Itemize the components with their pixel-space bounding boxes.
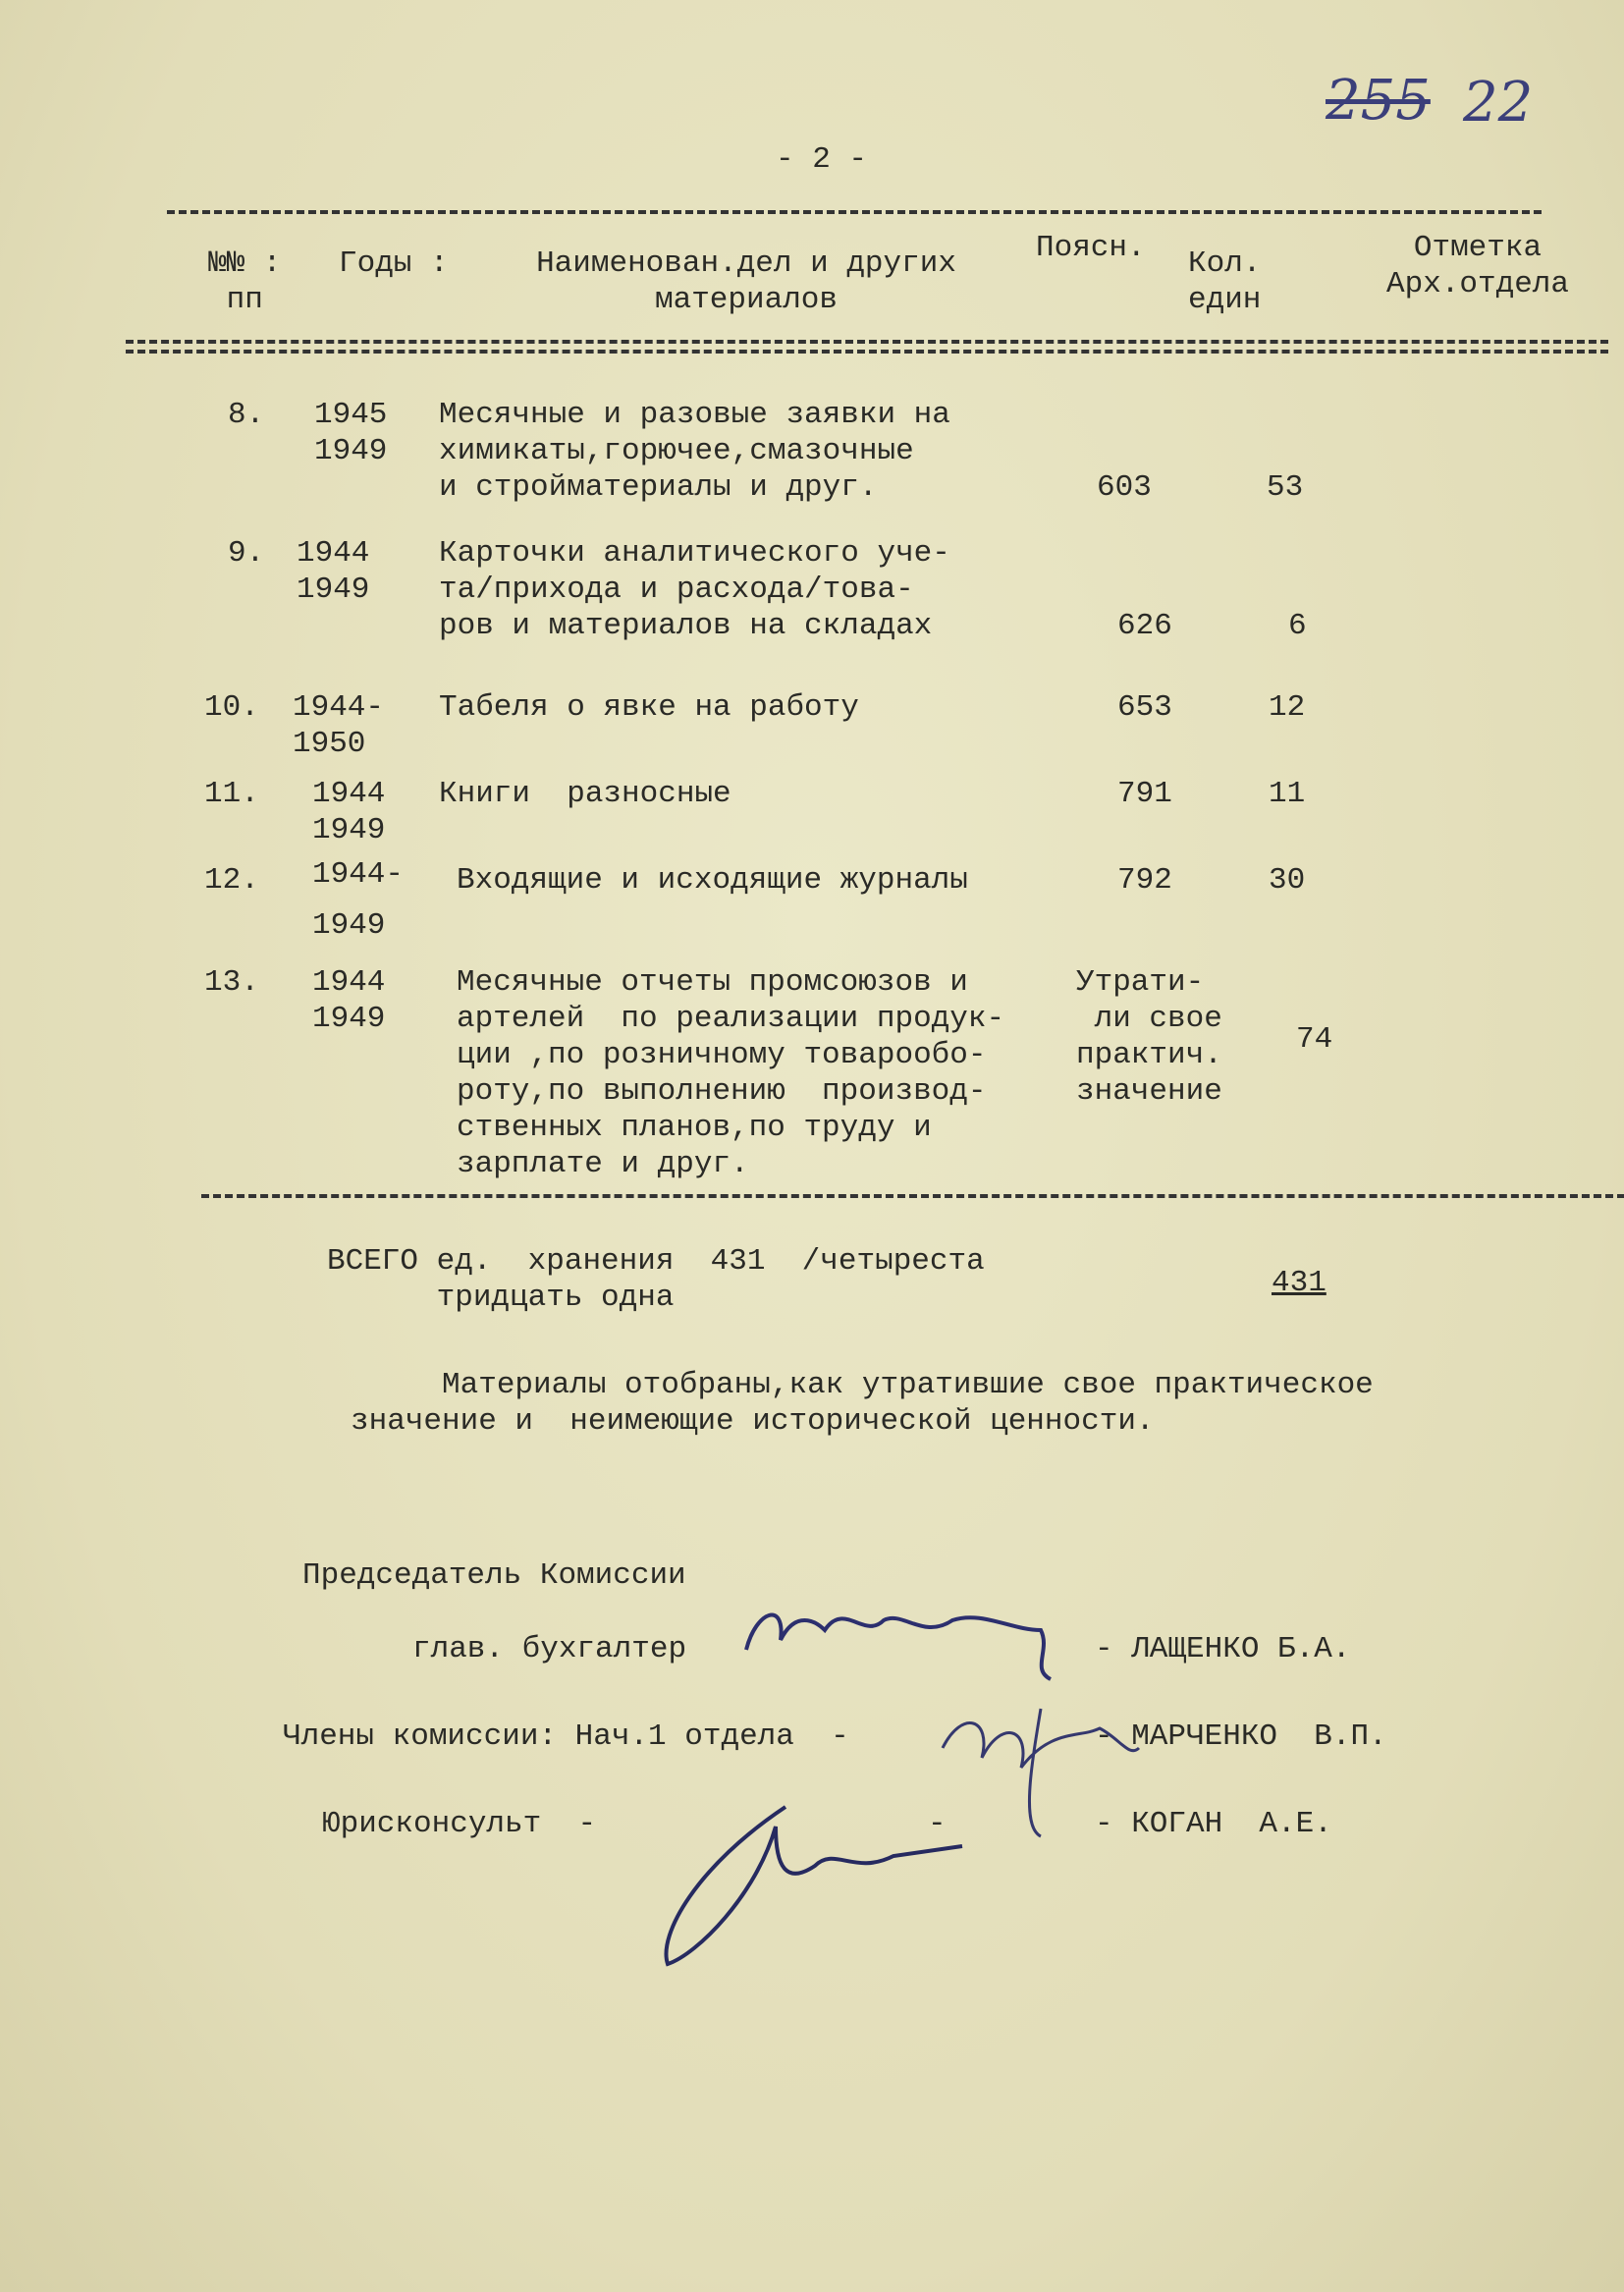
row-qty: 12 [1269, 690, 1306, 725]
signature-kogan [638, 1787, 972, 1974]
row-num: 10. [204, 690, 259, 725]
conclusion: Материалы отобраны,как утратившие свое практическое значение и неимеющие исторической ценности. [351, 1368, 1374, 1439]
row-num: 13. [204, 965, 259, 1000]
divider-bottom [201, 1194, 1624, 1198]
row-years: 1944 1949 [312, 777, 386, 847]
jurist-name: - КОГАН А.Е. [1095, 1807, 1332, 1841]
row-note: Утрати- ли свое практич. значение [1076, 965, 1222, 1109]
chief-accountant-name: - ЛАЩЕНКО Б.А. [1095, 1632, 1351, 1666]
row-years: 1945 1949 [314, 398, 388, 468]
row-num: 9. [228, 536, 265, 571]
row-name: Месячные отчеты промсоюзов и артелей по реализации продук- ции ,по розничному товарообо- роту,по выполнению производ- ственных планов,по труду и зарплате и друг. [457, 965, 1005, 1181]
row-years: 1944 1949 [312, 965, 386, 1036]
header-num: №№ : пп [208, 246, 282, 317]
row-years: 1944 1949 [297, 536, 370, 607]
chief-accountant-label: глав. бухгалтер [412, 1632, 687, 1666]
jurist-label: Юрисконсульт - [322, 1807, 597, 1841]
row-note: 792 [1117, 863, 1172, 898]
header-mark: Отметка Арх.отдела [1385, 231, 1570, 301]
row-qty: 74 [1296, 1022, 1333, 1057]
row-note: 626 [1117, 609, 1172, 643]
jurist-dash: - [928, 1807, 947, 1841]
row-note: 653 [1117, 690, 1172, 725]
header-qty: Кол. един [1188, 246, 1262, 317]
row-num: 12. [204, 863, 259, 898]
row-num: 11. [204, 777, 259, 811]
row-name: Входящие и исходящие журналы [457, 863, 968, 898]
row-years: 1944- 1949 [312, 857, 405, 943]
divider-top [167, 210, 1542, 214]
header-note: Поясн. [1036, 231, 1146, 265]
row-qty: 6 [1288, 609, 1307, 643]
row-name: Месячные и разовые заявки на химикаты,горючее,смазочные и стройматериалы и друг. [439, 398, 950, 505]
row-name: Табеля о явке на работу [439, 690, 859, 725]
page-number: - 2 - [776, 142, 868, 177]
row-qty: 53 [1267, 470, 1304, 505]
chairman-label: Председатель Комиссии [302, 1558, 686, 1593]
total-value: 431 [1272, 1266, 1326, 1300]
row-num: 8. [228, 398, 265, 432]
members-label: Члены комиссии: Нач.1 отдела - [283, 1719, 849, 1754]
row-name: Карточки аналитического уче- та/прихода и расхода/това- ров и материалов на складах [439, 536, 950, 643]
row-qty: 30 [1269, 863, 1306, 898]
row-note: 791 [1117, 777, 1172, 811]
row-name: Книги разносные [439, 777, 731, 811]
archive-number-struck: 255 [1326, 69, 1431, 133]
total-text: ВСЕГО ед. хранения 431 /четыреста тридцать одна [327, 1244, 985, 1315]
divider-double-1 [126, 340, 1608, 344]
row-qty: 11 [1269, 777, 1306, 811]
header-name: Наименован.дел и других материалов [536, 246, 956, 317]
divider-double-2 [126, 350, 1608, 354]
row-note: 603 [1097, 470, 1152, 505]
member1-name: - МАРЧЕНКО В.П. [1095, 1719, 1387, 1754]
row-years: 1944- 1950 [293, 690, 385, 761]
archive-number: 22 [1463, 71, 1534, 135]
header-years: Годы : [339, 246, 449, 281]
